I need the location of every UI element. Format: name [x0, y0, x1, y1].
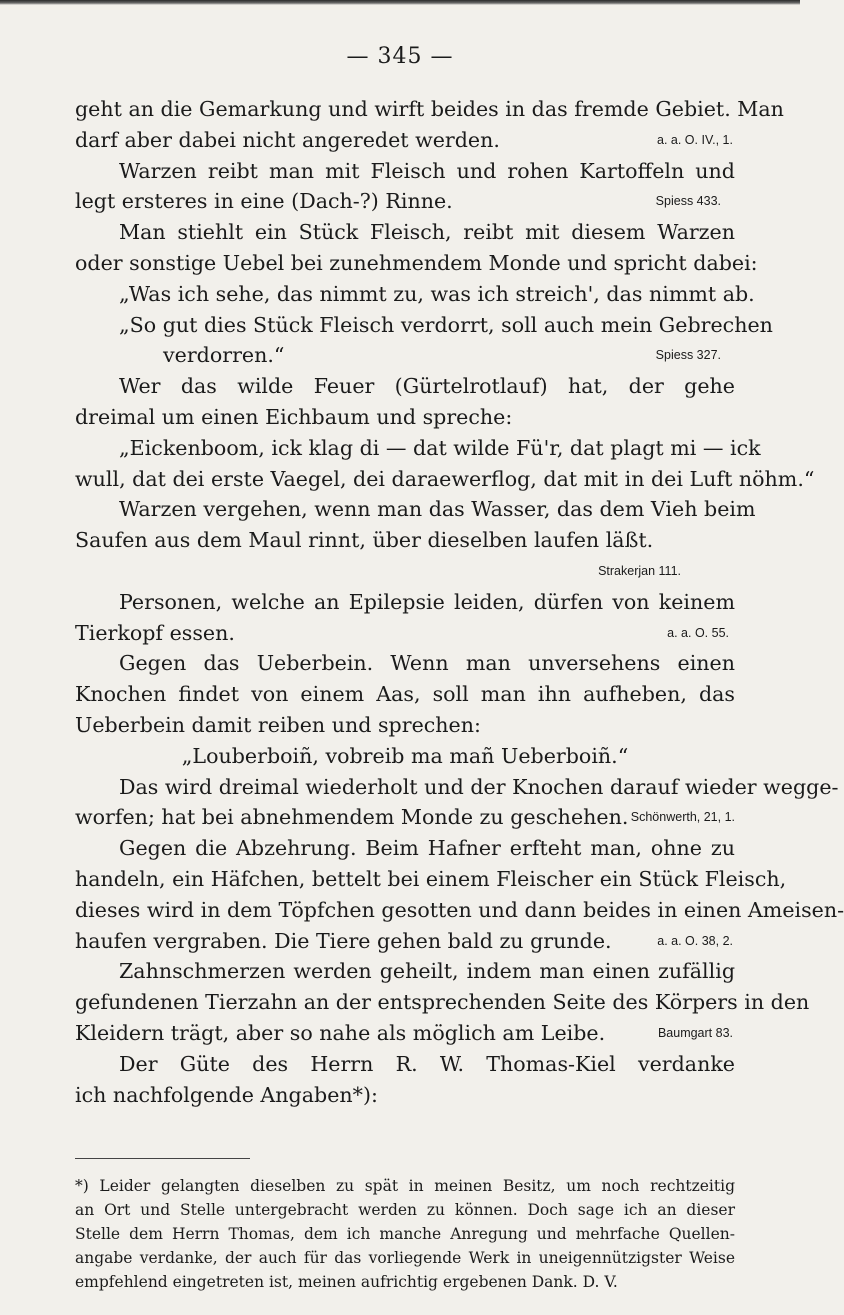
- footnote-line: empfehlend eingetreten ist, meinen aufrichtig ergebenen Dank. D. V.: [75, 1273, 618, 1291]
- body-text: [75, 94, 844, 1110]
- text-line-with-reference: [75, 340, 735, 371]
- text-line: geht an die Gemarkung und wirft beides in das fremde Gebiet. Man: [75, 97, 784, 121]
- source-reference: a. a. O. 38, 2.: [657, 933, 733, 948]
- text-line: „Louberboiñ, vobreib ma mañ Ueberboiñ.“: [181, 743, 629, 768]
- footnote-line: angabe verdanke, der auch für das vorliegende Werk in uneigennützigster Weise: [75, 1249, 735, 1267]
- text-line: darf aber dabei nicht angeredet werden.: [75, 127, 500, 152]
- text-line: „Was ich sehe, das nimmt zu, was ich streich', das nimmt ab.: [119, 281, 755, 306]
- footnote-line: *) Leider gelangten dieselben zu spät in meinen Besitz, um noch rechtzeitig: [75, 1177, 735, 1195]
- text-line: verdorren.“: [163, 343, 285, 368]
- text-line: Das wird dreimal wiederholt und der Knochen darauf wieder wegge-: [119, 774, 839, 799]
- page-top-edge: [0, 0, 800, 5]
- source-reference: Spiess 327.: [655, 348, 721, 363]
- footnote-divider: [75, 1158, 250, 1159]
- text-line: Kleidern trägt, aber so nahe als möglich am Leibe.: [75, 1020, 606, 1045]
- source-reference: Baumgart 83.: [657, 1025, 733, 1040]
- text-line-with-reference: [75, 926, 735, 957]
- footnote: [75, 1174, 735, 1294]
- text-line: Gegen das Ueberbein. Wenn man unversehens einen: [119, 651, 735, 676]
- text-line: Man stiehlt ein Stück Fleisch, reibt mit diesem Warzen: [119, 220, 735, 245]
- text-line: Gegen die Abzehrung. Beim Hafner erfteht man, ohne zu: [119, 836, 735, 861]
- text-line-with-reference: [75, 1018, 735, 1049]
- text-line-with-reference: [75, 802, 735, 833]
- source-reference: a. a. O. IV., 1.: [657, 132, 733, 147]
- source-reference: Schönwerth, 21, 1.: [630, 810, 735, 825]
- footnote-line: Stelle dem Herrn Thomas, dem ich manche Anregung und mehrfache Quellen-: [75, 1225, 735, 1243]
- text-line: legt ersteres in eine (Dach-?) Rinne.: [75, 189, 453, 214]
- text-line: dieses wird in dem Töpfchen gesotten und dann beides in einen Ameisen-: [75, 897, 844, 922]
- text-line-with-reference: [75, 125, 735, 156]
- text-line: Warzen vergehen, wenn man das Wasser, das dem Vieh beim: [119, 497, 756, 522]
- text-line: Zahnschmerzen werden geheilt, indem man einen zufällig: [119, 959, 735, 984]
- text-line: dreimal um einen Eichbaum und spreche:: [75, 404, 513, 429]
- text-line: worfen; hat bei abnehmendem Monde zu geschehen.: [75, 805, 629, 830]
- text-line: Tierkopf essen.: [75, 620, 235, 645]
- source-reference: Strakerjan 111.: [598, 563, 681, 578]
- text-line-with-reference: [75, 186, 735, 217]
- text-line: Knochen findet von einem Aas, soll man ihn aufheben, das: [75, 682, 735, 707]
- text-line: haufen vergraben. Die Tiere gehen bald zu grunde.: [75, 928, 612, 953]
- text-line: wull, dat dei erste Vaegel, dei daraewerflog, dat mit in dei Luft nöhm.“: [75, 466, 815, 491]
- text-line: oder sonstige Uebel bei zunehmendem Monde und spricht dabei:: [75, 250, 758, 275]
- text-line: „So gut dies Stück Fleisch verdorrt, soll auch mein Gebrechen: [119, 312, 773, 337]
- text-line: Ueberbein damit reiben und sprechen:: [75, 712, 481, 737]
- source-reference: Spiess 433.: [655, 194, 721, 209]
- footnote-line: an Ort und Stelle untergebracht werden zu können. Doch sage ich an dieser: [75, 1201, 735, 1219]
- page-number: — 345 —: [346, 44, 454, 69]
- text-line: ich nachfolgende Angaben*):: [75, 1082, 378, 1107]
- text-line: Der Güte des Herrn R. W. Thomas-Kiel verdanke: [119, 1051, 735, 1076]
- source-reference: a. a. O. 55.: [667, 625, 729, 640]
- text-line: „Eickenboom, ick klag di — dat wilde Fü'r, dat plagt mi — ick: [119, 435, 761, 460]
- text-line: handeln, ein Häfchen, bettelt bei einem Fleischer ein Stück Fleisch,: [75, 866, 787, 891]
- text-line: Personen, welche an Epilepsie leiden, dürfen von keinem: [119, 589, 735, 614]
- text-line: Warzen reibt man mit Fleisch und rohen Kartoffeln und: [119, 158, 735, 183]
- text-line: gefundenen Tierzahn an der entsprechenden Seite des Körpers in den: [75, 990, 810, 1015]
- text-line: Saufen aus dem Maul rinnt, über dieselben laufen läßt.: [75, 528, 654, 553]
- text-line-with-reference: [75, 618, 735, 649]
- text-line: Wer das wilde Feuer (Gürtelrotlauf) hat, der gehe: [119, 374, 735, 399]
